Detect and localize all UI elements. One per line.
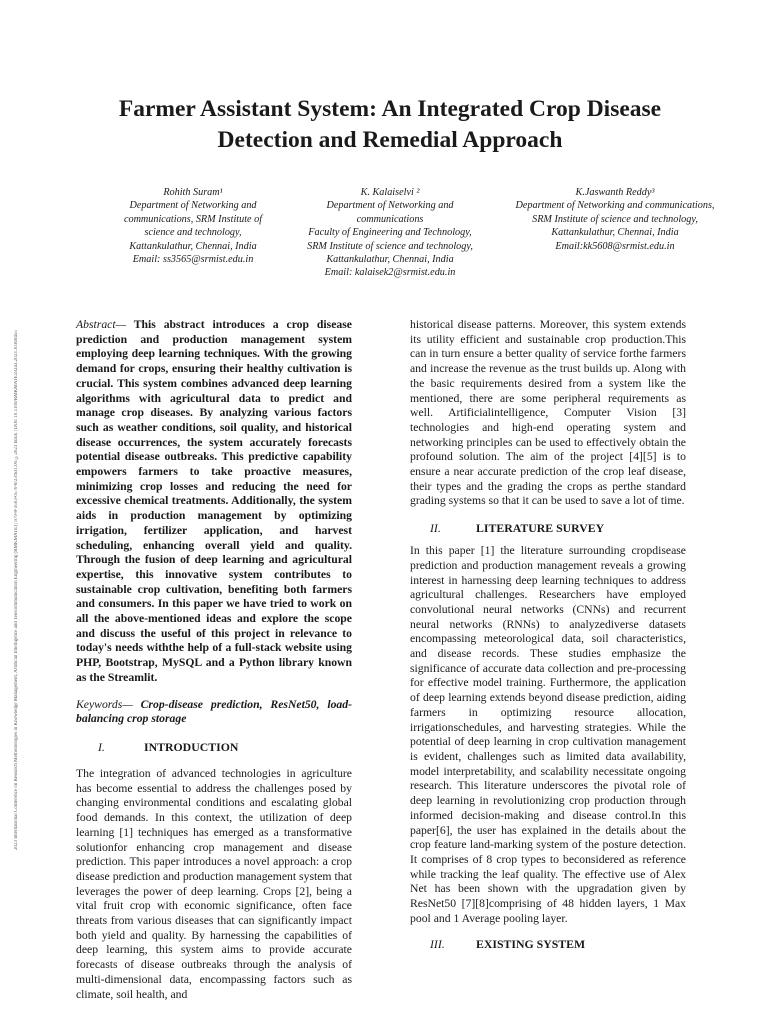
author-name: K.Jaswanth Reddy³: [575, 187, 655, 198]
section-heading-existing-system: [410, 937, 686, 952]
author-affiliation-line: SRM Institute of science and technology,: [307, 240, 473, 252]
abstract: [76, 318, 352, 686]
author-affiliation-line: science and technology,: [144, 227, 242, 239]
author-affiliation-line: communications, SRM Institute of: [123, 213, 263, 225]
author-affiliation-line: Kattankulathur, Chennai, India: [551, 227, 679, 239]
section-number: I.: [98, 739, 105, 754]
keywords-label: Keywords—: [76, 697, 133, 711]
author-3: [500, 186, 730, 253]
abstract-text: This abstract introduces a crop disease prediction and production management system employing deep learning techniques. With the growing demand for crops, ensuring their healthy cultivation is crucial. This system combines advanced deep learning algorithms with agricultural data to predict and manage crop diseases. By analyzing various factors such as weather conditions, soil quality, and historical disease occurrences, the system accurately forecasts potential disease outbreaks. This predictive capability empowers farmers to take proactive measures, minimizing crop losses and reducing the need for excessive chemical treatments. Additionally, the system aids in production management by optimizing irrigation, fertilizer application, and harvest scheduling, enhancing overall yield and quality. Through the fusion of deep learning and agricultural expertise, this innovative system contributes to sustainable crop cultivation, benefiting both farmers and consumers. In this paper we have tried to work on all the above-mentioned ideas and explore the scope and discuss the useful of this project in relevance to today's needs withthe help of a full-stack website using PHP, Bootstrap, MySQL and a Python library known as the Streamlit.: [76, 318, 352, 684]
section-heading-literature-survey: [410, 521, 686, 536]
author-2: [294, 186, 486, 280]
author-affiliation-line: Department of Networking and: [129, 200, 257, 212]
section-number: III.: [430, 937, 445, 952]
author-email: Email: kalaisek2@srmist.edu.in: [324, 267, 456, 279]
section-number: II.: [430, 521, 441, 536]
title-line-1: Farmer Assistant System: An Integrated Crop Disease: [118, 96, 662, 122]
introduction-paragraph: The integration of advanced technologies in agriculture has become essential to address the challenges posed by changing environmental conditions and escalating global food demands. In this context, the utilization of deep learning [1] techniques has emerged as a transformative solutionfor enhancing crop management and disease prediction. This paper introduces a novel approach: a crop disease prediction and production management system that leverages the power of deep learning. Crops [2], being a vital fruit crop with economic significance, often face threats from various diseases that can significantly impact both yield and quality. By harnessing the capabilities of deep learning, this system aims to provide accurate forecasts of disease outbreaks through the analysis of multi-dimensional data, encompassing factors such as climate, soil health, and: [76, 766, 352, 1001]
author-name: K. Kalaiselvi ²: [360, 187, 420, 198]
title-line-2: Detection and Remedial Approach: [217, 127, 563, 153]
author-affiliation-line: Kattankulathur, Chennai, India: [326, 254, 454, 266]
author-affiliation-line: Faculty of Engineering and Technology,: [308, 227, 472, 239]
section-title: EXISTING SYSTEM: [476, 937, 586, 952]
section-heading-introduction: [76, 740, 352, 755]
keywords-text: Crop-disease prediction, ResNet50, load-balancing crop storage: [76, 697, 353, 726]
author-affiliation-line: Department of Networking and communications,: [515, 200, 715, 212]
section-title: LITERATURE SURVEY: [476, 521, 605, 536]
abstract-label: Abstract—: [76, 318, 126, 331]
author-affiliation-line: SRM Institute of science and technology,: [532, 213, 698, 225]
author-affiliation-line: Kattankulathur, Chennai, India: [129, 240, 257, 252]
author-1: [108, 186, 278, 266]
paper-title: [60, 94, 720, 156]
conference-citation: 2023 International Conference on Research Methodologies in Knowledge Management, Artificial Intelligence and Telecommunication Engineering (RMKMATE) | 979-8-3503-0570-8/23/$31.00 ©2023 IEEE | DOI: 10.1109/RMKMATE59243.2023.10369455: [14, 330, 19, 850]
author-email: Email: ss3565@srmist.edu.in: [132, 254, 254, 266]
author-affiliation-line: Department of Networking and: [326, 200, 454, 212]
introduction-continued-paragraph: historical disease patterns. Moreover, this system extends its utility efficient and sustainable crop production.This can in turn ensure a better quality of service forthe farmers and increase the revenue as the trust builds up. Along with the basic requirements desired from a system like the mentioned, there are some peripheral requirements as well. Artificialintelligence, Computer Vision [3] technologies and high-end operating system and networking principles can be used to effectively obtain the profound solution. The aim of the project [4][5] is to ensure a near accurate prediction of the crop leaf disease, their types and the grading the crops as perthe standard grading systems so that it can be used to save a lot of time.: [410, 318, 686, 508]
left-column: [76, 318, 352, 1002]
literature-survey-paragraph: In this paper [1] the literature surrounding cropdisease prediction and production management reveals a growing interest in harnessing deep learning techniques to address agricultural challenges. Researchers have employed convolutional neural networks (CNNs) and recurrent neural networks (RNNs) to analyzediverse datasets encompassing meteorological data, soil characteristics, and disease records. These studies emphasize the significance of accurate data collection and pre-processing for effective model training. Furthermore, the application of deep learning extends beyond disease prediction, aiding farmers in optimizing resource allocation, irrigationschedules, and harvesting strategies. While the potential of deep learning in crop cultivation management is evident, challenges such as limited data availability, model interpretability, and scalability necessitate ongoing research. This literature underscores the pivotal role of deep learning in revolutionizing crop production through informed decision-making and disease control.In this paper[6], the user has explained in the details about the crop feature land-marking system of the posture detection. It comprises of 8 crop types to beconsidered as reference while tracking the leaf quality. The effective use of Alex Net has been shown with the upgradation given by ResNet50 [7][8]comprising of 48 hidden layers, 1 Max pool and 1 Average pooling layer.: [410, 544, 686, 925]
author-email: Email:kk5608@srmist.edu.in: [555, 240, 675, 252]
section-title: INTRODUCTION: [144, 739, 239, 754]
right-column: [410, 318, 686, 960]
author-name: Rohith Suram¹: [163, 187, 223, 198]
keywords: [76, 698, 352, 727]
author-affiliation-line: communications: [356, 213, 424, 225]
